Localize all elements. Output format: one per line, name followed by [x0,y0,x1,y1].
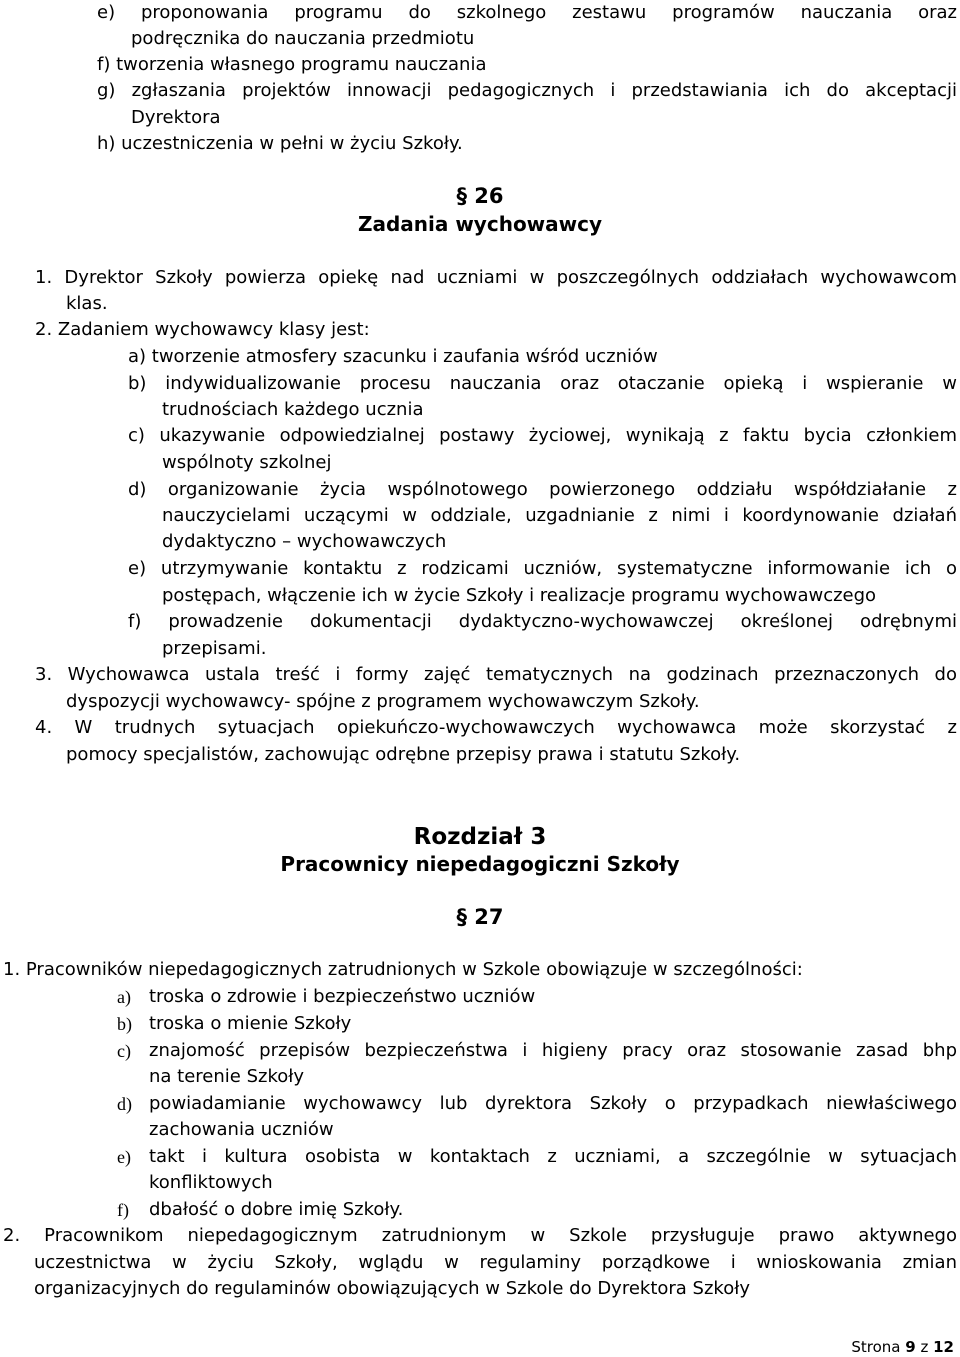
duty-a: troska o zdrowie i bezpieczeństwo uczniów [149,986,536,1007]
point-2-cont: uczestnictwa w życiu Szkoły, wglądu w regulaminy porządkowe i wnioskowania zmian [34,1252,957,1273]
point-2-cont2: organizacyjnych do regulaminów obowiązujących w Szkole do Dyrektora Szkoły [34,1278,750,1299]
page-of: z [920,1338,929,1356]
list-marker: c) [117,1041,131,1061]
list-marker: d) [117,1094,132,1114]
duty-e: takt i kultura osobista w kontaktach z uczniami, a szczególnie w sytuacjach [149,1146,957,1167]
task-b: b) indywidualizowanie procesu nauczania oraz otaczanie opieką i wspieranie w [128,373,957,394]
list-marker: f) [117,1200,129,1220]
list-item-f: f) tworzenia własnego programu nauczania [97,54,487,75]
page-label: Strona [851,1338,901,1356]
duty-e-cont: konfliktowych [149,1172,273,1193]
current-page: 9 [905,1338,916,1356]
total-pages: 12 [933,1338,954,1356]
point-4: 4. W trudnych sytuacjach opiekuńczo-wychowawczych wychowawca może skorzystać z [35,717,957,738]
point-2: 2. Pracownikom niepedagogicznym zatrudnionym w Szkole przysługuje prawo aktywnego [3,1225,957,1246]
list-item-e: e) proponowania programu do szkolnego zestawu programów nauczania oraz [97,2,957,23]
task-d: d) organizowanie życia wspólnotowego powierzonego oddziału współdziałanie z [128,479,957,500]
point-1: 1. Pracowników niepedagogicznych zatrudnionych w Szkole obowiązuje w szczególności: [3,959,803,980]
chapter-title: Pracownicy niepedagogiczni Szkoły [280,852,680,876]
section-title: Zadania wychowawcy [357,212,603,236]
task-d-cont2: dydaktyczno – wychowawczych [162,531,447,552]
list-item-e-cont: podręcznika do nauczania przedmiotu [131,28,475,49]
point-1: 1. Dyrektor Szkoły powierza opiekę nad uczniami w poszczególnych oddziałach wychowawcom [35,267,957,288]
list-item-h: h) uczestniczenia w pełni w życiu Szkoły. [97,133,463,154]
task-d-cont: nauczycielami uczącymi w oddziale, uzgadnianie z nimi i koordynowanie działań [162,505,957,526]
list-marker: a) [117,987,131,1007]
page-number [851,1338,954,1356]
duty-c: znajomość przepisów bezpieczeństwa i higieny pracy oraz stosowanie zasad bhp [149,1040,957,1061]
duty-b: troska o mienie Szkoły [149,1013,352,1034]
list-marker: b) [117,1014,132,1034]
task-c-cont: wspólnoty szkolnej [162,452,332,473]
chapter-heading: Rozdział 3 [413,824,547,850]
list-marker: e) [117,1147,131,1167]
task-c: c) ukazywanie odpowiedzialnej postawy życiowej, wynikają z faktu bycia członkiem [128,425,957,446]
point-3: 3. Wychowawca ustala treść i formy zajęć tematycznych na godzinach przeznaczonych do [35,664,957,685]
list-item-g-cont: Dyrektora [131,107,221,128]
point-3-cont: dyspozycji wychowawcy- spójne z programem wychowawczym Szkoły. [66,691,700,712]
paragraph-number: § 26 [456,184,504,208]
point-2: 2. Zadaniem wychowawcy klasy jest: [35,319,370,340]
duty-d: powiadamianie wychowawcy lub dyrektora Szkoły o przypadkach niewłaściwego [149,1093,957,1114]
list-item-g: g) zgłaszania projektów innowacji pedagogicznych i przedstawiania ich do akceptacji [97,80,957,101]
task-f: f) prowadzenie dokumentacji dydaktyczno-wychowawczej określonej odrębnymi [128,611,957,632]
task-e-cont: postępach, włączenie ich w życie Szkoły i realizacje programu wychowawczego [162,585,877,606]
duty-f: dbałość o dobre imię Szkoły. [149,1199,404,1220]
task-f-cont: przepisami. [162,638,267,659]
duty-d-cont: zachowania uczniów [149,1119,334,1140]
task-b-cont: trudnościach każdego ucznia [162,399,424,420]
paragraph-number: § 27 [456,905,504,929]
point-1-cont: klas. [66,293,108,314]
task-e: e) utrzymywanie kontaktu z rodzicami uczniów, systematyczne informowanie ich o [128,558,957,579]
duty-c-cont: na terenie Szkoły [149,1066,305,1087]
point-4-cont: pomocy specjalistów, zachowując odrębne przepisy prawa i statutu Szkoły. [66,744,741,765]
task-a: a) tworzenie atmosfery szacunku i zaufania wśród uczniów [128,346,658,367]
